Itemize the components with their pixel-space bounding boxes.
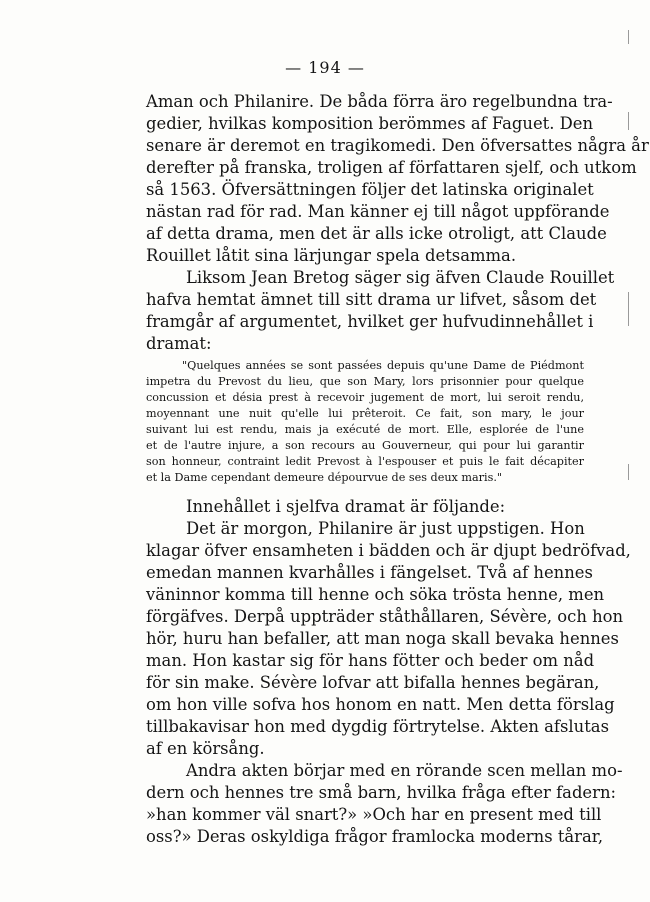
paragraph-3-line-9: om hon ville sofva hos honom en natt. Men detta förslag [146,695,615,714]
paragraph-4-line-2: dern och hennes tre små barn, hvilka fråga efter fadern: [146,783,617,802]
paragraph-1-line-1: Aman och Philanire. De båda förra äro regelbundna tra- [146,92,613,111]
page-number: — 194 — [285,58,365,77]
paragraph-3-line-1: Det är morgon, Philanire är just uppstigen. Hon [186,519,585,538]
paragraph-3-line-8: för sin make. Sévère lofvar att bifalla hennes begäran, [146,673,600,692]
paragraph-1-line-5: så 1563. Öfversättningen följer det latinska originalet [146,180,594,199]
paragraph-2-line-3: framgår af argumentet, hvilket ger hufvudinnehållet i [146,312,594,331]
paragraph-1-line-7: af detta drama, men det är alls icke otroligt, att Claude [146,224,607,243]
paragraph-2-line-4: dramat: [146,334,212,353]
scan-margin-mark [628,30,629,44]
quote-line-2: impetra du Prevost du lieu, que son Mary, lors prisonnier pour quelque [146,375,584,388]
paragraph-3-line-10: tillbakavisar hon med dygdig förtrytelse. Akten afslutas [146,717,609,736]
quote-line-8: et la Dame cependant demeure dépourvue de ses deux maris." [146,471,503,484]
paragraph-3-line-2: klagar öfver ensamheten i bädden och är djupt bedröfvad, [146,541,631,560]
paragraph-3-line-7: man. Hon kastar sig för hans fötter och beder om nåd [146,651,595,670]
scan-margin-mark [628,112,629,130]
paragraph-2-line-1: Liksom Jean Bretog säger sig äfven Claude Rouillet [186,268,615,287]
scan-margin-mark [628,464,629,480]
content-intro-line: Innehållet i sjelfva dramat är följande: [186,497,506,516]
paragraph-4-line-3: »han kommer väl snart?» »Och har en present med till [146,805,602,824]
paragraph-4-line-1: Andra akten börjar med en rörande scen mellan mo- [186,761,623,780]
paragraph-1-line-2: gedier, hvilkas komposition berömmes af Faguet. Den [146,114,594,133]
quote-line-1: "Quelques années se sont passées depuis qu'une Dame de Piédmont [182,359,584,372]
quote-line-4: moyennant une nuit qu'elle lui prêteroit. Ce fait, son mary, le jour [146,407,584,420]
paragraph-2-line-2: hafva hemtat ämnet till sitt drama ur lifvet, såsom det [146,290,597,309]
paragraph-1-line-6: nästan rad för rad. Man känner ej till något uppförande [146,202,610,221]
paragraph-1-line-8: Rouillet låtit sina lärjungar spela detsamma. [146,246,517,265]
quote-line-3: concussion et désia prest à recevoir jugement de mort, lui seroit rendu, [146,391,584,404]
quote-line-5: suivant lui est rendu, mais ja exécuté de mort. Elle, esplorée de l'une [146,423,584,436]
scan-margin-mark [628,292,629,326]
paragraph-1-line-3: senare är deremot en tragikomedi. Den öfversattes några år [146,136,649,155]
paragraph-3-line-11: af en körsång. [146,739,265,758]
paragraph-3-line-6: hör, huru han befaller, att man noga skall bevaka hennes [146,629,619,648]
quote-line-6: et de l'autre injure, a son recours au Gouverneur, qui pour lui garantir [146,439,584,452]
paragraph-3-line-3: emedan mannen kvarhålles i fängelset. Två af hennes [146,563,593,582]
paragraph-3-line-4: väninnor komma till henne och söka trösta henne, men [146,585,605,604]
paragraph-3-line-5: förgäfves. Derpå uppträder ståthållaren, Sévère, och hon [146,607,624,626]
quote-line-7: son honneur, contraint ledit Prevost à l'espouser et puis le fait décapiter [146,455,584,468]
paragraph-4-line-4: oss?» Deras oskyldiga frågor framlocka moderns tårar, [146,827,604,846]
paragraph-1-line-4: derefter på franska, troligen af författaren sjelf, och utkom [146,158,637,177]
